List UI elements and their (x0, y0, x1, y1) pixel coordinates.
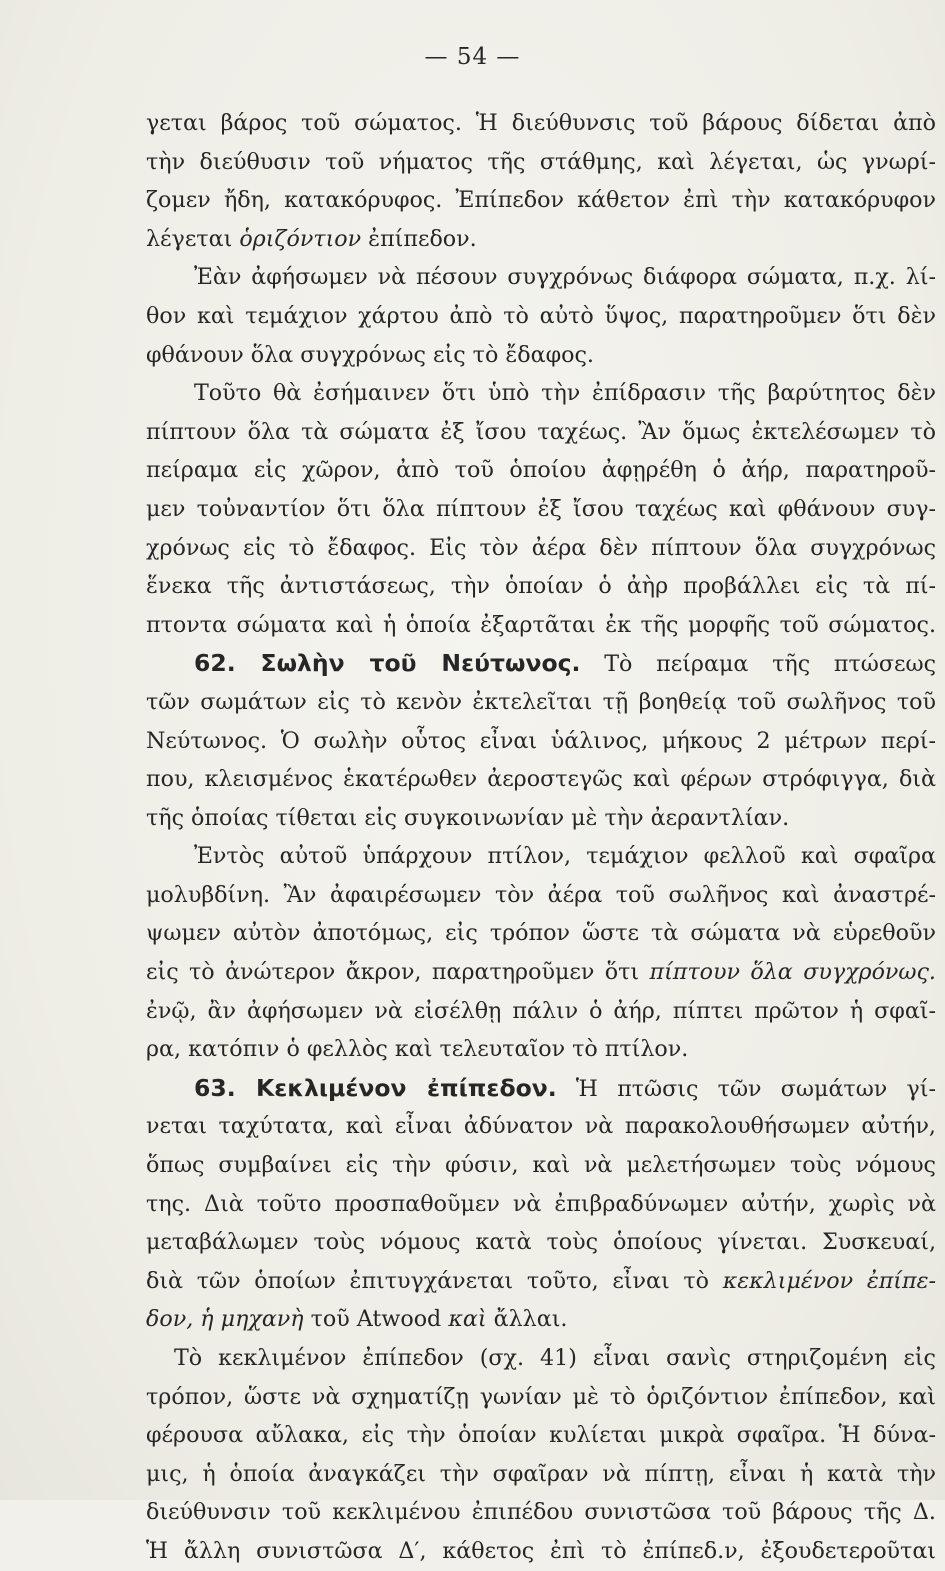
section-heading-line (146, 644, 936, 683)
text-line: Νεύτωνος. Ὁ σωλὴν οὗτος εἶναι ὑάλινος, μήκους 2 μέτρων περί- (146, 727, 936, 754)
text-line (146, 1300, 936, 1339)
text-line: της. Διὰ τοῦτο προσπαθοῦμεν νὰ ἐπιβραδύνωμεν αὐτήν, χωρὶς νὰ (146, 1190, 936, 1217)
section-heading-line (146, 1069, 936, 1108)
text-line: τῶν σωμάτων εἰς τὸ κενὸν ἐκτελεῖται τῇ βοηθείᾳ τοῦ σωλῆνος τοῦ (146, 688, 936, 715)
italic-term: ὁριζόντιον (239, 225, 362, 252)
text-line (146, 953, 936, 992)
text-line: θον καὶ τεμάχιον χάρτου ἀπὸ τὸ αὐτὸ ὕψος, παρατηροῦμεν ὅτι δὲν (146, 302, 936, 329)
text-line: γεται βάρος τοῦ σώματος. Ἡ διεύθυνσις τοῦ βάρους δίδεται ἀπὸ (146, 110, 936, 136)
text-line: Ἐὰν ἀφήσωμεν νὰ πέσουν συγχρόνως διάφορα σώματα, π.χ. λί- (194, 264, 936, 291)
text-line: ἕνεκα τῆς ἀντιστάσεως, τὴν ὁποίαν ὁ ἀὴρ προβάλλει εἰς τὰ πί- (146, 573, 936, 600)
text-line: διεύθυνσιν τοῦ κεκλιμένου ἐπιπέδου συνιστῶσα τοῦ βάρους τῆς Δ. (146, 1499, 936, 1526)
italic-term: δον, ἡ μηχανὴ (146, 1306, 304, 1333)
text-line: πίπτουν ὅλα τὰ σώματα ἐξ ἴσου ταχέως. Ἂν ὅμως ἐκτελέσωμεν τὸ (146, 418, 936, 445)
text-run: τοῦ Atwood (303, 1306, 449, 1333)
text-line: πείραμα εἰς χῶρον, ἀπὸ τοῦ ὁποίου ἀφῃρέθη ὁ ἀήρ, παρατηροῦ- (146, 457, 936, 484)
text-line: χρόνως εἰς τὸ ἔδαφος. Εἰς τὸν ἀέρα δὲν πίπτουν ὅλα συγχρόνως (146, 534, 936, 561)
italic-term: κεκλιμένον ἐπίπε- (722, 1267, 936, 1294)
text-line: ὅπως συμβαίνει εἰς τὴν φύσιν, καὶ νὰ μελετήσωμεν τοὺς νόμους (146, 1152, 936, 1179)
text-line: φθάνουν ὅλα συγχρόνως εἰς τὸ ἔδαφος. (146, 341, 594, 368)
text-run: Ἡ πτῶσις τῶν σωμάτων γί- (556, 1075, 936, 1102)
text-line: Τὸ κεκλιμένον ἐπίπεδον (σχ. 41) εἶναι σανὶς στηριζομένη εἰς (174, 1345, 936, 1371)
text-run: ἄλλαι. (486, 1306, 568, 1333)
text-line: τὴν διεύθυσιν τοῦ νήματος τῆς στάθμης, καὶ λέγεται, ὡς γνωρί- (146, 148, 936, 175)
text-run: ἐπίπεδον. (361, 225, 477, 252)
text-run: εἰς τὸ ἀνώτερον ἄκρον, παρατηροῦμεν ὅτι (146, 959, 650, 986)
text-line (146, 220, 936, 259)
text-line: ζομεν ἤδη, κατακόρυφος. Ἐπίπεδον κάθετον ἐπὶ τὴν κατακόρυφον (146, 187, 936, 214)
text-run: λέγεται (146, 225, 240, 252)
text-line: φέρουσα αὔλακα, εἰς τὴν ὁποίαν κυλίεται μικρὰ σφαῖρα. Ἡ δύνα- (146, 1422, 936, 1449)
italic-term: πίπτουν ὅλα συγχρόνως. (649, 959, 936, 986)
page-number: — 54 — (424, 44, 521, 70)
body-text (146, 104, 936, 1571)
text-line: νεται ταχύτατα, καὶ εἶναι ἀδύνατον νὰ παρακολουθήσωμεν αὐτήν, (146, 1113, 936, 1140)
text-run: διὰ τῶν ὁποίων ἐπιτυγχάνεται τοῦτο, εἶναι τὸ (146, 1267, 723, 1294)
text-line: τῆς ὁποίας τίθεται εἰς συγκοινωνίαν μὲ τὴν ἀεραντλίαν. (146, 804, 790, 831)
section-heading-63: 63. Κεκλιμένον ἐπίπεδον. (194, 1073, 557, 1102)
text-line: μεταβάλωμεν τοὺς νόμους κατὰ τοὺς ὁποίους γίνεται. Συσκευαί, (146, 1229, 936, 1256)
text-line: Ἡ ἄλλη συνιστῶσα Δ′, κάθετος ἐπὶ τὸ ἐπίπεδ.ν, ἐξουδετεροῦται (146, 1537, 936, 1564)
text-line: μεν τοὐναντίον ὅτι ὅλα πίπτουν ἐξ ἴσου ταχέως καὶ φθάνουν συγ- (146, 495, 936, 522)
text-line: που, κλεισμένος ἑκατέρωθεν ἀεροστεγῶς καὶ φέρων στρόφιγγα, διὰ (146, 766, 936, 793)
text-line: ἐνῷ, ἂν ἀφήσωμεν νὰ εἰσέλθῃ πάλιν ὁ ἀήρ, πίπτει πρῶτον ἡ σφαῖ- (146, 997, 936, 1024)
text-line: Τοῦτο θὰ ἐσήμαινεν ὅτι ὑπὸ τὴν ἐπίδρασιν τῆς βαρύτητος δὲν (194, 380, 936, 407)
text-line: ρα, κατόπιν ὁ φελλὸς καὶ τελευταῖον τὸ πτίλον. (146, 1036, 689, 1063)
italic-term: καὶ (448, 1306, 487, 1333)
section-heading-62: 62. Σωλὴν τοῦ Νεύτωνος. (194, 649, 581, 678)
text-run: Τὸ πείραμα τῆς πτώσεως (580, 651, 936, 678)
text-line (146, 1262, 936, 1301)
text-line: μολυβδίνη. Ἂν ἀφαιρέσωμεν τὸν ἀέρα τοῦ σωλῆνος καὶ ἀναστρέ- (146, 881, 936, 908)
text-line: Ἐντὸς αὐτοῦ ὑπάρχουν πτίλον, τεμάχιον φελλοῦ καὶ σφαῖρα (194, 843, 936, 870)
text-line: ψωμεν αὐτὸν ἀποτόμως, εἰς τρόπον ὥστε τὰ σώματα νὰ εὑρεθοῦν (146, 920, 936, 947)
text-line: τρόπον, ὥστε νὰ σχηματίζῃ γωνίαν μὲ τὸ ὁριζόντιον ἐπίπεδον, καὶ (146, 1383, 936, 1410)
text-line: μις, ἡ ὁποία ἀναγκάζει τὴν σφαῖραν νὰ πίπτῃ, εἶναι ἡ κατὰ τὴν (146, 1460, 936, 1487)
text-line: πτοντα σώματα καὶ ἡ ὁποία ἐξαρτᾶται ἐκ τῆς μορφῆς τοῦ σώματος. (146, 611, 936, 638)
